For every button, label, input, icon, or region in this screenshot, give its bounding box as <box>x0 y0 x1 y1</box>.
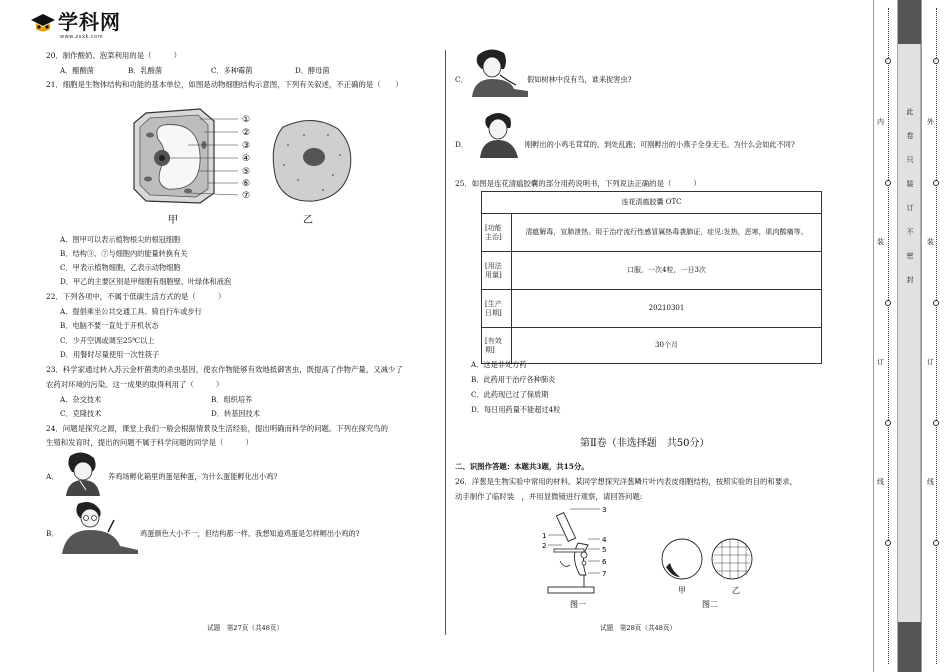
q25-option-b[interactable]: B．此药用于治疗各种肺炎 <box>471 375 556 384</box>
q23-option-b[interactable]: B．组织培养 <box>211 395 253 404</box>
table-row-value: 口服，一次4粒，一日3次 <box>512 252 822 290</box>
microscope-icon <box>548 513 594 593</box>
right-page-footer: 试题 第28页（共48页） <box>600 624 677 632</box>
table-row-value: 20210301 <box>512 290 822 328</box>
q23-option-c[interactable]: C．克隆技术 <box>60 409 102 418</box>
table-row-label: [生产日期] <box>482 290 512 328</box>
logo-url: www.zxxk.com <box>60 34 104 40</box>
outer-label: 订 <box>927 358 934 366</box>
fig-label-7: ⑦ <box>242 191 251 201</box>
seal-strip-bottom-bar <box>898 622 922 672</box>
animal-cell-figure <box>273 120 351 201</box>
q23-option-a[interactable]: A．杂交技术 <box>60 395 102 404</box>
table-row-value: 30个月 <box>512 328 822 364</box>
scope-part-1: 1 <box>542 532 547 540</box>
fig-label-5: ⑤ <box>242 167 251 177</box>
outer-dotted-line <box>936 8 937 664</box>
q20-stem: 20．制作酸奶、泡菜利用的是（ ） <box>46 51 182 60</box>
seal-char: 只 <box>906 156 914 164</box>
binding-hole <box>885 58 891 64</box>
table-row-label: [功能主治] <box>482 214 512 252</box>
q22-option-d[interactable]: D．用餐时尽量使用一次性筷子 <box>60 350 160 359</box>
q21-option-c[interactable]: C．甲表示植物细胞，乙表示动物细胞 <box>60 263 181 272</box>
q21-option-d[interactable]: D．甲乙的主要区别是甲细胞有细胞壁、叶绿体和液泡 <box>60 277 232 286</box>
inner-binding-margin <box>873 0 895 672</box>
seal-char: 装 <box>906 180 914 188</box>
fig-label-6: ⑥ <box>242 179 251 189</box>
seal-strip <box>897 0 921 672</box>
q20-option-b[interactable]: B．乳酸菌 <box>128 66 163 75</box>
q24-option-d-letter[interactable]: D． <box>455 140 468 149</box>
fig-label-4: ④ <box>242 154 251 164</box>
binding-hole <box>933 58 939 64</box>
table-row-label: [有效期] <box>482 328 512 364</box>
q22-stem: 22．下列各项中，不属于低碳生活方式的是（ ） <box>46 292 226 301</box>
scope-part-6: 6 <box>602 558 607 566</box>
site-logo <box>30 10 130 44</box>
inner-label: 线 <box>877 478 884 486</box>
q21-option-b[interactable]: B．结构③、⑦与细胞内的能量转换有关 <box>60 249 188 258</box>
q25-option-a[interactable]: A．这是非处方药 <box>471 360 527 369</box>
seal-strip-top-bar <box>898 0 922 44</box>
binding-hole <box>933 180 939 186</box>
seal-char: 密 <box>906 252 914 260</box>
scope-part-7: 7 <box>602 570 607 578</box>
binding-hole <box>885 300 891 306</box>
q22-option-b[interactable]: B．电脑不要一直处于开机状态 <box>60 321 159 330</box>
binding-hole <box>885 180 891 186</box>
student-chin-rest-icon <box>470 45 528 97</box>
student-boy-icon <box>476 110 522 158</box>
view-field-jia <box>662 539 702 579</box>
q24-option-a-letter[interactable]: A． <box>46 472 59 481</box>
outer-label: 线 <box>927 478 934 486</box>
q26-stem-line2: 动手制作了临时装 ，并用显微镜进行观察，请回答问题: <box>455 492 643 501</box>
graduation-cap-icon <box>30 12 56 36</box>
figure-one-caption: 图一 <box>570 600 586 609</box>
q24-option-d-text[interactable]: 刚孵出的小鸡毛茸茸的，到处乱跑；可刚孵出的小燕子全身无毛。为什么会如此不同? <box>525 140 795 149</box>
q25-option-c[interactable]: C．此药现已过了保质期 <box>471 390 549 399</box>
fig-label-2: ② <box>242 128 251 138</box>
q23-stem-line2: 农药对环境的污染。这一成果的取得利用了（ ） <box>46 380 224 389</box>
q20-option-a[interactable]: A．醋酸菌 <box>60 66 94 75</box>
q24-stem-line1: 24．问题是探究之源，课堂上我们一般会根据情景及生活经验，提出明确而科学的问题。下列在探究鸟的 <box>46 424 388 433</box>
q21-stem: 21．细胞是生物体结构和功能的基本单位，如图是动物细胞结构示意图，下列有关叙述，不正确的是（ ） <box>46 80 403 89</box>
q24-option-c-text[interactable]: 假如树林中没有鸟，谁来捉害虫? <box>527 75 632 84</box>
microscope-figure <box>540 503 760 613</box>
table-row-value: 清瘟解毒，宣肺泄热。用于治疗流行性感冒属热毒袭肺证，症见:发热，恶寒，肌肉酸痛等。 <box>512 214 822 252</box>
left-page-footer: 试题 第27页（共48页） <box>207 624 284 632</box>
scope-part-2: 2 <box>542 542 547 550</box>
view-field-jia-label: 甲 <box>678 586 686 595</box>
inner-label: 装 <box>877 238 884 246</box>
q25-option-d[interactable]: D．每日用药量不能超过4粒 <box>471 405 561 414</box>
q23-stem-line1: 23．科学家通过转入苏云金杆菌类的杀虫基因，使农作物能够有效地抵御害虫，既提高了作物产量，又减少了 <box>46 365 403 374</box>
logo-text: 学科网 <box>58 10 121 34</box>
q22-option-a[interactable]: A．提倡乘坐公共交通工具、骑自行车或步行 <box>60 307 202 316</box>
section-title: 第Ⅱ卷（非选择题 共50分） <box>580 438 710 449</box>
fig-label-1: ① <box>242 115 251 125</box>
seal-char: 不 <box>906 228 914 236</box>
seal-char: 订 <box>906 204 914 212</box>
q24-option-b-letter[interactable]: B． <box>46 529 59 538</box>
scope-part-4: 4 <box>602 536 607 544</box>
scope-part-3: 3 <box>602 506 607 514</box>
q23-option-d[interactable]: D．转基因技术 <box>211 409 260 418</box>
table-row-label: [用法用量] <box>482 252 512 290</box>
inner-label: 内 <box>877 118 884 126</box>
binding-hole <box>933 300 939 306</box>
column-divider <box>445 50 446 635</box>
outer-binding-margin <box>921 0 950 672</box>
q20-option-c[interactable]: C．多种霉菌 <box>211 66 253 75</box>
q25-stem: 25．如图是连花清瘟胶囊的部分用药说明书，下列说法正确的是（ ） <box>455 179 701 188</box>
binding-hole <box>885 540 891 546</box>
q24-option-a-text[interactable]: 养鸡场孵化箱里的蛋是种蛋，为什么蛋能孵化出小鸡? <box>108 472 278 481</box>
fig-label-3: ③ <box>242 141 251 151</box>
binding-hole <box>885 420 891 426</box>
section2-heading: 二、识图作答题：本题共3题，共15分。 <box>455 462 589 471</box>
fig-name-yi: 乙 <box>303 215 313 226</box>
medicine-label-table <box>481 191 822 364</box>
plant-cell-figure <box>134 109 238 203</box>
view-field-yi <box>712 539 752 579</box>
seal-char: 此 <box>906 108 914 116</box>
binding-hole <box>933 420 939 426</box>
fig-name-jia: 甲 <box>168 215 178 226</box>
outer-label: 装 <box>927 238 934 246</box>
q22-option-c[interactable]: C．少开空调或调至25℃以上 <box>60 336 155 345</box>
q24-option-b-text[interactable]: 鸡蛋颜色大小不一，但结构都一样。我想知道鸡蛋是怎样孵出小鸡的? <box>140 529 360 538</box>
q20-option-d[interactable]: D．酵母菌 <box>295 66 330 75</box>
outer-label: 外 <box>927 118 934 126</box>
inner-label: 订 <box>877 358 884 366</box>
table-title: 连花清瘟胶囊 OTC <box>482 192 822 214</box>
seal-char: 卷 <box>906 132 914 140</box>
seal-char: 封 <box>906 276 914 284</box>
q24-stem-line2: 生殖和发育时，提出的问题不属于科学问题的同学是（ ） <box>46 438 253 447</box>
student-portrait-icon <box>58 450 104 496</box>
figure-two-caption: 图二 <box>702 600 718 609</box>
cell-diagram <box>128 105 358 230</box>
binding-hole <box>933 540 939 546</box>
q26-stem-line1: 26．洋葱是生物实验中常用的材料。某同学想探究洋葱鳞片叶内表皮细胞结构，按照实验的目的和要求， <box>455 477 797 486</box>
view-field-yi-label: 乙 <box>732 586 740 595</box>
q24-option-c-letter[interactable]: C． <box>455 75 468 84</box>
q21-option-a[interactable]: A．图甲可以表示植物根尖的根冠细胞 <box>60 235 181 244</box>
inner-dotted-line <box>888 8 889 664</box>
scope-part-5: 5 <box>602 546 607 554</box>
student-thinking-icon <box>58 500 138 554</box>
